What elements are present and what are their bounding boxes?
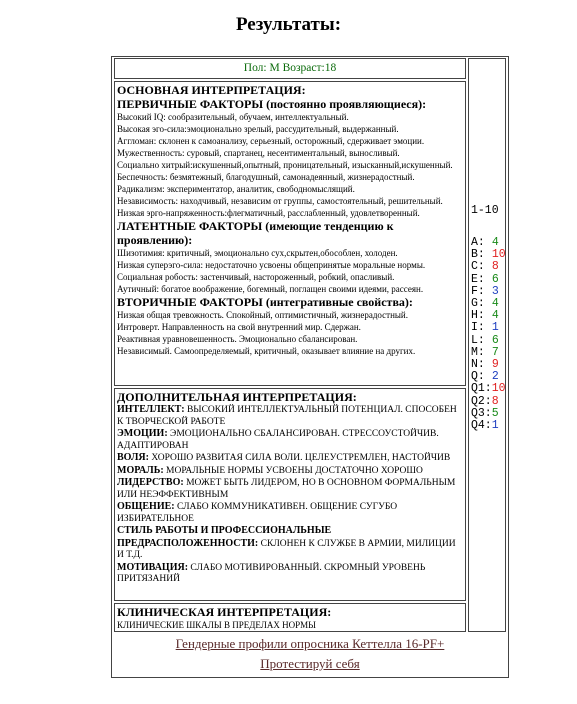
main-interpretation: [114, 81, 466, 386]
latent-factors-list: [117, 247, 463, 295]
factor-label: Q3:: [471, 406, 492, 420]
results-table: [111, 56, 509, 678]
factor-line: Низкая эрго-напряженность:флегматичный, расслабленный, удовлетворенный.: [117, 208, 420, 218]
factor-label: B:: [471, 248, 485, 262]
factor-label: L:: [471, 333, 485, 347]
secondary-factors-heading: ВТОРИЧНЫЕ ФАКТОРЫ (интегративные свойства):: [117, 295, 413, 309]
factor-label: Q2:: [471, 394, 492, 408]
factor-scores-column: [468, 58, 506, 632]
factor-label: Q1:: [471, 382, 492, 396]
footer-links: [114, 634, 506, 674]
factor-line: Высокая эго-сила:эмоционально зрелый, рассудительный, выдержанный.: [117, 124, 399, 134]
factor-value: 2: [491, 370, 499, 384]
additional-item-label: ЛИДЕРСТВО:: [117, 477, 184, 488]
additional-item-label: ОБЩЕНИЕ:: [117, 501, 175, 512]
factor-score-row: [471, 420, 506, 432]
additional-item-text: ЭМОЦИОНАЛЬНО СБАЛАНСИРОВАН. СТРЕССОУСТОЙЧИВ. АДАПТИРОВАН: [117, 429, 439, 451]
factor-line: Низкая общая тревожность. Спокойный, оптимистичный, жизнерадостный.: [117, 310, 408, 320]
additional-item-label: ВОЛЯ:: [117, 452, 149, 463]
main-interpretation-heading: ОСНОВНАЯ ИНТЕРПРЕТАЦИЯ:: [117, 83, 306, 97]
factor-line: Шизотимия: критичный, эмоционально сух,скрытен,обособлен, холоден.: [117, 248, 398, 258]
factor-value: 4: [491, 309, 499, 323]
factor-label: Q4:: [471, 419, 492, 433]
factor-value: 10: [491, 248, 506, 262]
additional-item: [117, 465, 463, 478]
additional-item: [117, 477, 463, 501]
additional-item-label: МОТИВАЦИЯ:: [117, 561, 189, 573]
primary-factors-list: [117, 111, 463, 219]
additional-item-text: СЛАБО КОММУНИКАТИВЕН. ОБЩЕНИЕ СУГУБО ИЗБИРАТЕЛЬНОЕ: [117, 502, 398, 524]
factor-value: 1: [491, 419, 499, 433]
factor-value: 10: [491, 382, 506, 396]
factor-line: Независимость: находчивый, независим от группы, самостоятельный, решительный.: [117, 196, 443, 206]
clinical-interpretation-text: КЛИНИЧЕСКИЕ ШКАЛЫ В ПРЕДЕЛАХ НОРМЫ: [117, 620, 316, 630]
factor-line: Социальная робость: застенчивый, настороженный, робкий, опасливый.: [117, 272, 395, 282]
additional-item-text: СКЛОНЕН К СЛУЖБЕ В АРМИИ, МИЛИЦИИ И Т.Д.: [117, 538, 456, 560]
factor-scores-list: [471, 237, 506, 432]
additional-item: [117, 452, 463, 465]
clinical-interpretation: [114, 603, 466, 632]
gender-age-info: Пол: M Возраст:18: [114, 58, 466, 79]
factor-label: M:: [471, 345, 485, 359]
factor-value: 3: [491, 284, 499, 298]
factor-value: 5: [491, 406, 499, 420]
factor-label: G:: [471, 297, 485, 311]
gender-profiles-link[interactable]: Гендерные профили опросника Кеттелла 16-PF+: [175, 636, 445, 651]
factor-line: Высокий IQ: сообразительный, обучаем, интеллектуальный.: [117, 112, 349, 122]
factor-label: A:: [471, 236, 485, 249]
factor-label: Q:: [471, 370, 485, 384]
additional-item: [117, 428, 463, 452]
additional-item-label: СТИЛЬ РАБОТЫ И ПРОФЕССИОНАЛЬНЫЕ ПРЕДРАСПОЛОЖЕННОСТИ:: [117, 525, 332, 549]
clinical-interpretation-heading: КЛИНИЧЕСКАЯ ИНТЕРПРЕТАЦИЯ:: [117, 605, 332, 619]
factor-value: 4: [491, 297, 499, 311]
factor-value: 4: [491, 236, 499, 249]
factor-value: 6: [491, 333, 499, 347]
additional-item-text: МОРАЛЬНЫЕ НОРМЫ УСВОЕНЫ ДОСТАТОЧНО ХОРОШО: [163, 465, 423, 476]
primary-factors-heading: ПЕРВИЧНЫЕ ФАКТОРЫ (постоянно проявляющиеся):: [117, 97, 427, 111]
additional-item: [117, 404, 463, 428]
factor-line: Беспечность: безмятежный, благодушный, самонадеянный, жизнерадостный.: [117, 172, 415, 182]
additional-item: [117, 525, 463, 562]
page-title: Результаты:: [235, 14, 342, 35]
factor-label: F:: [471, 284, 485, 298]
secondary-factors-list: [117, 309, 463, 357]
factor-line: Реактивная уравновешенность. Эмоционально сбалансирован.: [117, 334, 358, 344]
factor-label: H:: [471, 309, 485, 323]
factor-line: Радикализм: экспериментатор, аналитик, свободномыслящий.: [117, 184, 355, 194]
factor-line: Мужественность: суровый, спартанец, несентиментальный, выносливый.: [117, 148, 400, 158]
factor-label: I:: [471, 321, 485, 335]
factor-line: Независимый. Самоопределяемый, критичный, оказывает влияние на других.: [117, 346, 416, 356]
additional-item-label: ЭМОЦИИ:: [117, 428, 168, 439]
factor-line: Социально хитрый:искушенный,опытный, проницательный, изысканный,искушенный.: [117, 160, 453, 170]
factor-label: N:: [471, 358, 485, 372]
factor-value: 7: [491, 345, 499, 359]
factor-label: E:: [471, 272, 485, 286]
factor-label: C:: [471, 260, 485, 274]
additional-interpretation-heading: ДОПОЛНИТЕЛЬНАЯ ИНТЕРПРЕТАЦИЯ:: [117, 390, 357, 404]
additional-item-text: ХОРОШО РАЗВИТАЯ СИЛА ВОЛИ. ЦЕЛЕУСТРЕМЛЕН, НАСТОЙЧИВ: [148, 453, 451, 463]
factor-value: 1: [491, 321, 499, 335]
additional-item-text: МОЖЕТ БЫТЬ ЛИДЕРОМ, НО В ОСНОВНОМ ФОРМАЛЬНЫМ ИЛИ НЕЭФФЕКТИВНЫМ: [117, 478, 456, 500]
additional-interpretation: [114, 388, 466, 601]
factor-value: 9: [491, 358, 499, 372]
test-yourself-link[interactable]: Протестируй себя: [260, 656, 360, 671]
factor-line: Аггломан: склонен к самоанализу, серьезный, осторожный, сдерживает эмоции.: [117, 136, 425, 146]
factor-value: 8: [491, 260, 499, 274]
factor-value: 8: [491, 394, 499, 408]
additional-item-label: ИНТЕЛЛЕКТ:: [117, 404, 185, 415]
score-range: 1-10: [471, 204, 499, 217]
latent-factors-heading: ЛАТЕНТНЫЕ ФАКТОРЫ (имеющие тенденцию к проявлению):: [117, 219, 394, 247]
factor-line: Интроверт. Направленность на свой внутренний мир. Сдержан.: [117, 322, 361, 332]
additional-item: [117, 562, 463, 586]
factor-line: Аутичный: богатое воображение, богемный, поглащен своими идеями, рассеян.: [117, 284, 424, 294]
additional-interpretation-list: [117, 404, 463, 586]
additional-item: [117, 501, 463, 525]
factor-value: 6: [491, 272, 499, 286]
factor-line: Низкая суперэго-сила: недостаточно усвоены общепринятые моральные нормы.: [117, 260, 426, 270]
additional-item-text: ВЫСОКИЙ ИНТЕЛЛЕКТУАЛЬНЫЙ ПОТЕНЦИАЛ. СПОСОБЕН К ТВОРЧЕСКОЙ РАБОТЕ: [117, 405, 457, 427]
additional-item-text: СЛАБО МОТИВИРОВАННЫЙ. СКРОМНЫЙ УРОВЕНЬ ПРИТЯЗАНИЙ: [117, 562, 426, 584]
additional-item-label: МОРАЛЬ:: [117, 464, 164, 476]
